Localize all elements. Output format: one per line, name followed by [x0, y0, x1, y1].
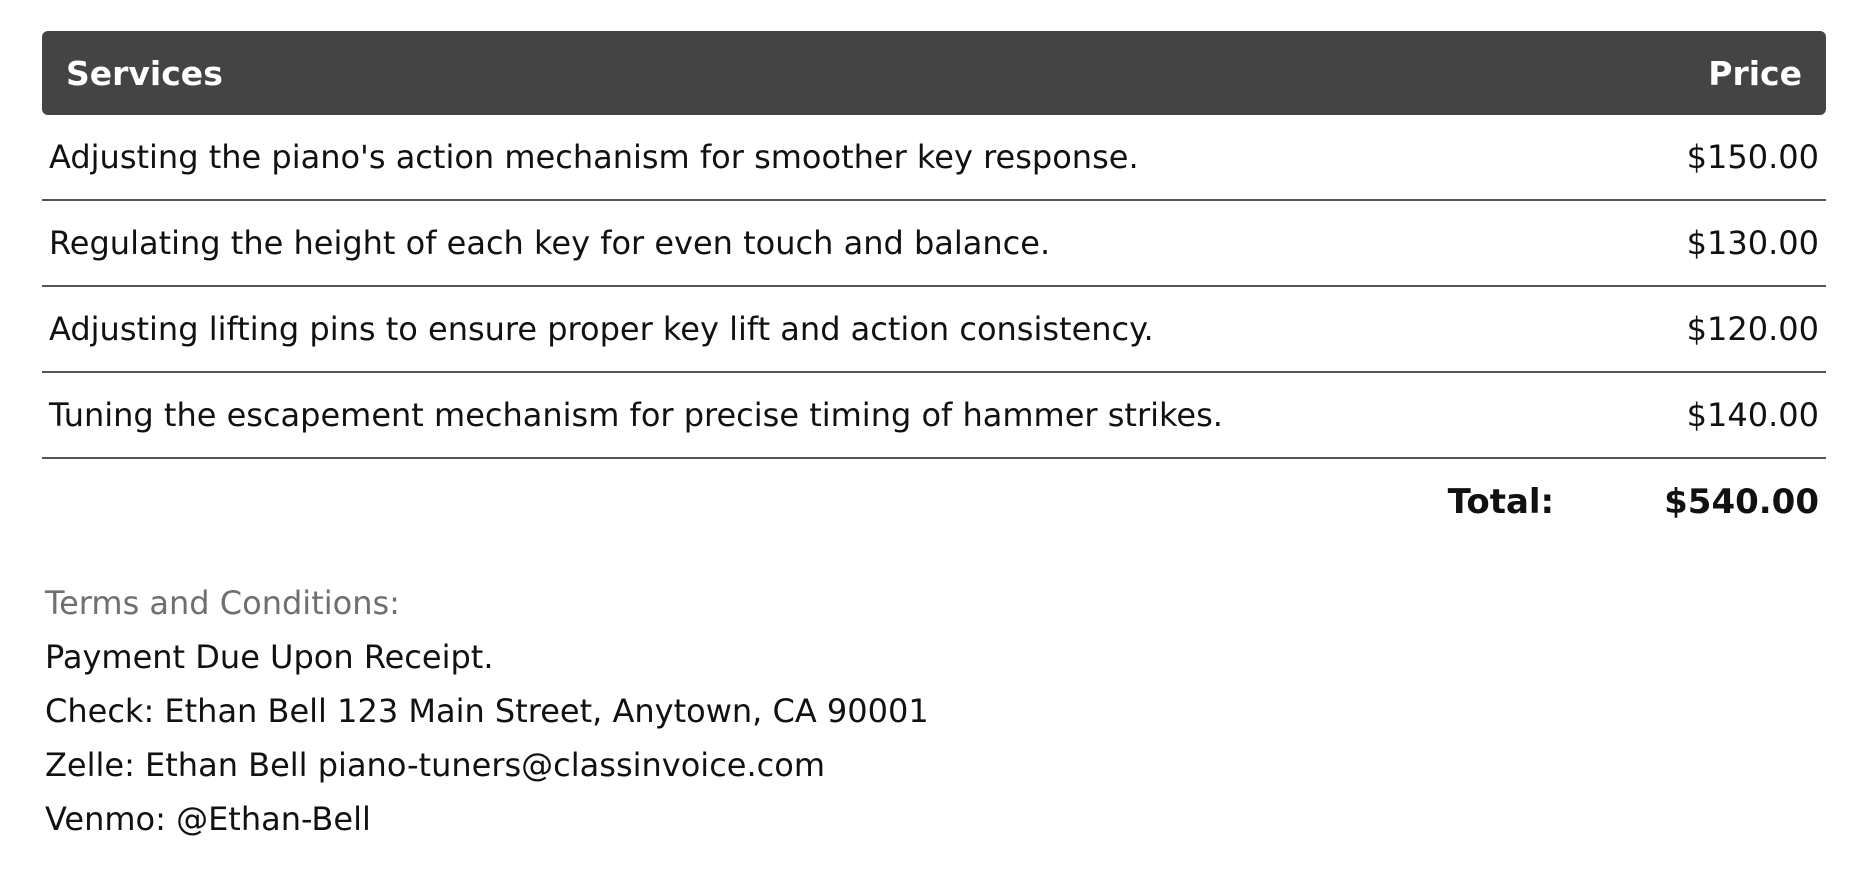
services-column-header: Services [66, 53, 223, 93]
table-row [42, 115, 1826, 201]
total-row [42, 459, 1826, 545]
service-price: $140.00 [1686, 396, 1819, 434]
total-value: $540.00 [1664, 482, 1819, 522]
service-description: Regulating the height of each key for even touch and balance. [49, 224, 1051, 262]
terms-section [45, 576, 929, 846]
terms-line-payment: Payment Due Upon Receipt. [45, 638, 494, 676]
price-column-header: Price [1708, 53, 1802, 93]
table-row [42, 201, 1826, 287]
total-label: Total: [1447, 482, 1555, 522]
table-row [42, 287, 1826, 373]
terms-heading: Terms and Conditions: [45, 584, 400, 622]
table-row [42, 373, 1826, 459]
services-table [42, 31, 1826, 545]
service-price: $130.00 [1686, 224, 1819, 262]
terms-line-zelle: Zelle: Ethan Bell piano-tuners@classinvoice.com [45, 746, 825, 784]
terms-line-venmo: Venmo: @Ethan-Bell [45, 800, 371, 838]
table-header [42, 31, 1826, 115]
service-description: Tuning the escapement mechanism for precise timing of hammer strikes. [49, 396, 1223, 434]
service-price: $120.00 [1686, 310, 1819, 348]
service-description: Adjusting lifting pins to ensure proper key lift and action consistency. [49, 310, 1154, 348]
service-description: Adjusting the piano's action mechanism for smoother key response. [49, 138, 1139, 176]
terms-line-check: Check: Ethan Bell 123 Main Street, Anytown, CA 90001 [45, 692, 929, 730]
service-price: $150.00 [1686, 138, 1819, 176]
